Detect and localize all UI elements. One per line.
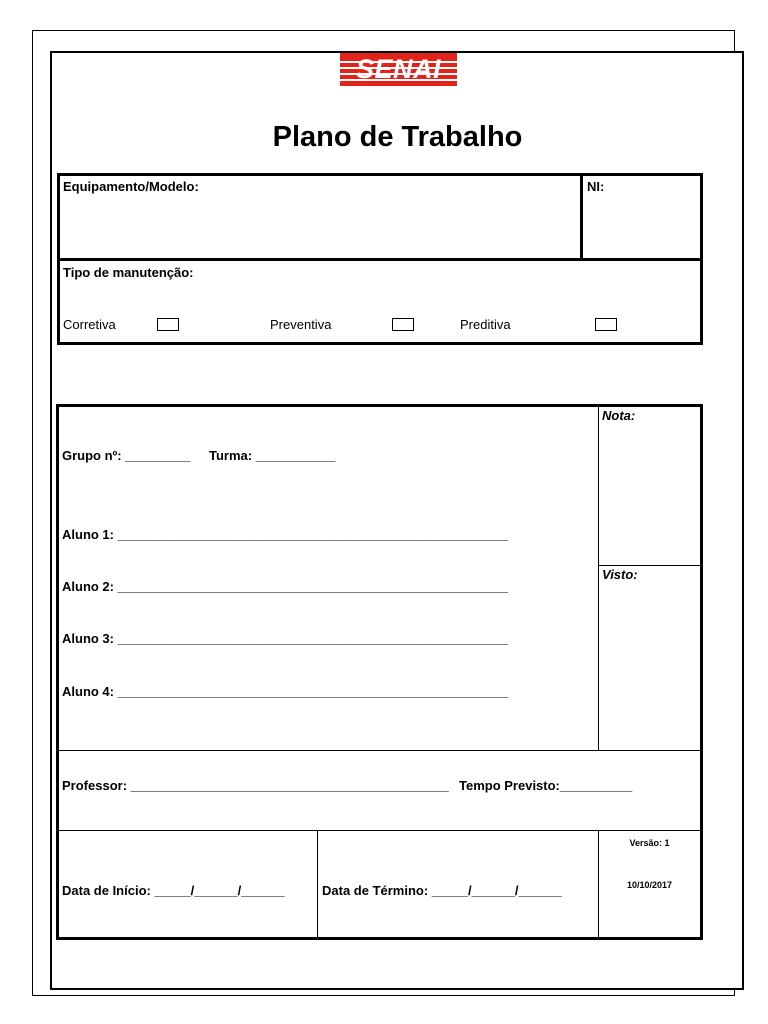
option-preventiva-label: Preventiva <box>270 317 332 332</box>
start-date-field[interactable]: Data de Início: _____/______/______ <box>62 883 285 898</box>
equipment-model-label: Equipamento/Modelo: <box>63 179 199 194</box>
student-3-field[interactable]: Aluno 3: ______________________________________________________ <box>62 631 509 646</box>
approval-label: Visto: <box>602 567 638 582</box>
grade-column-divider <box>598 406 599 751</box>
group-number-field[interactable]: Grupo nº: _________ <box>62 448 191 463</box>
option-preditiva-label: Preditiva <box>460 317 511 332</box>
student-2-field[interactable]: Aluno 2: ______________________________________________________ <box>62 579 509 594</box>
grade-label: Nota: <box>602 408 636 423</box>
dates-divider <box>317 830 318 938</box>
option-corretiva-label: Corretiva <box>63 317 116 332</box>
group-section <box>56 404 703 940</box>
ni-label: NI: <box>587 179 605 194</box>
students-divider <box>58 750 701 751</box>
corretiva-checkbox[interactable] <box>157 318 179 331</box>
student-4-field[interactable]: Aluno 4: ______________________________________________________ <box>62 684 509 699</box>
professor-divider <box>58 830 701 831</box>
version-text: Versão: 1 <box>629 838 670 848</box>
grade-approval-divider <box>598 565 701 566</box>
equipment-divider <box>57 258 703 261</box>
professor-field[interactable]: Professor: ____________________________________________ <box>62 778 449 793</box>
student-1-field[interactable]: Aluno 1: ______________________________________________________ <box>62 527 509 542</box>
estimated-time-field[interactable]: Tempo Previsto:__________ <box>459 778 633 793</box>
senai-logo <box>340 53 457 86</box>
logo-text: SENAI <box>355 54 442 84</box>
class-field[interactable]: Turma: ___________ <box>209 448 336 463</box>
end-date-field[interactable]: Data de Término: _____/______/______ <box>322 883 562 898</box>
version-date: 10/10/2017 <box>626 880 673 890</box>
preventiva-checkbox[interactable] <box>392 318 414 331</box>
preditiva-checkbox[interactable] <box>595 318 617 331</box>
maintenance-type-label: Tipo de manutenção: <box>63 265 194 280</box>
ni-divider <box>580 173 583 261</box>
page-title: Plano de Trabalho <box>272 121 523 153</box>
